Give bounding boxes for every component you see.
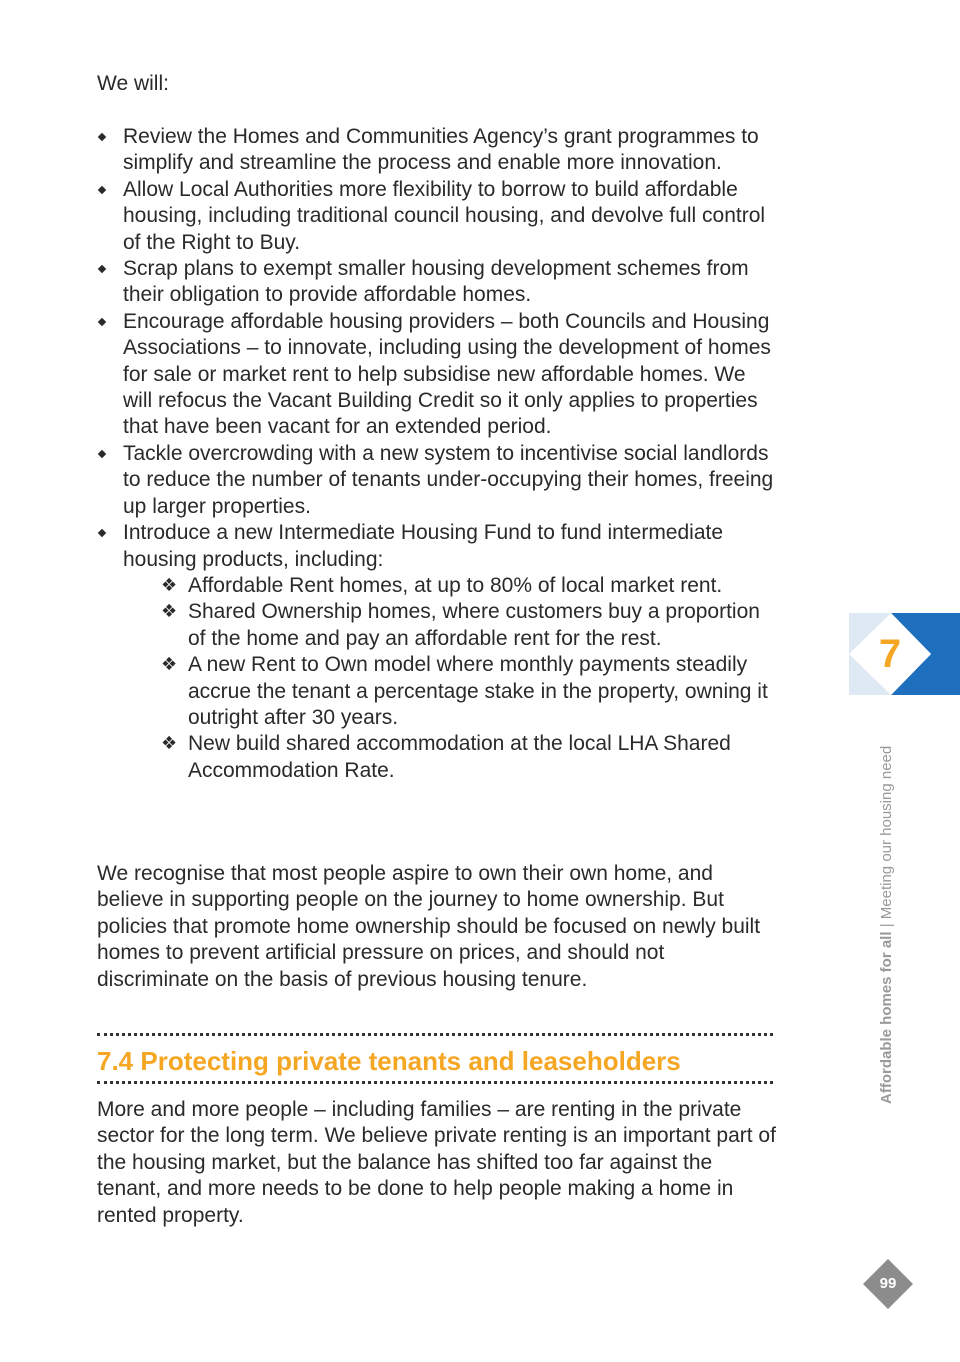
policy-bullet-list: [97, 124, 777, 784]
page-number: 99: [879, 1275, 897, 1292]
list-item: [97, 124, 777, 177]
running-title: [877, 746, 897, 1104]
sub-bullet-text: A new Rent to Own model where monthly payments steadily accrue the tenant a percentage stake in the property, owning it outright after 30 years.: [188, 653, 768, 729]
sub-list-item: [161, 731, 777, 784]
list-item: [97, 177, 777, 256]
bullet-text: Tackle overcrowding with a new system to incentivise social landlords to reduce the number of tenants under-occupying their homes, freeing up larger properties.: [123, 441, 774, 518]
intermediate-housing-sublist: [123, 573, 777, 784]
bullet-text: Scrap plans to exempt smaller housing development schemes from their obligation to provide affordable homes.: [123, 257, 749, 307]
chapter-number: 7: [878, 632, 902, 676]
bullet-text: Encourage affordable housing providers – both Councils and Housing Associations – to innovate, including using the development of homes for sale or market rent to help subsidise new affordable homes. We will refocus the Vacant Building Credit so it only applies to properties that have been vacant for an extended period.: [123, 309, 771, 439]
running-title-separator: |: [878, 923, 895, 928]
sub-list-item: [161, 652, 777, 731]
intro-text: We will:: [97, 72, 169, 95]
private-renting-paragraph: More and more people – including families – are renting in the private sector for the long term. We believe private renting is an important part of the housing market, but the balance has shifted too far against the tenant, and more needs to be done to help people making a home in rented property.: [97, 1098, 776, 1227]
running-title-light: Meeting our housing need: [878, 745, 895, 920]
sub-list-item: [161, 599, 777, 652]
section-divider-top: [97, 1033, 773, 1036]
list-item: [97, 309, 777, 441]
sub-bullet-text: Shared Ownership homes, where customers buy a proportion of the home and pay an affordable rent for the rest.: [188, 600, 760, 650]
bullet-text: Introduce a new Intermediate Housing Fund to fund intermediate housing products, including:: [123, 521, 724, 571]
section-heading: 7.4 Protecting private tenants and leaseholders: [97, 1046, 681, 1076]
running-title-bold: Affordable homes for all: [878, 931, 895, 1104]
list-item: [97, 256, 777, 309]
section-divider-bottom: [97, 1081, 773, 1084]
sub-bullet-text: New build shared accommodation at the local LHA Shared Accommodation Rate.: [188, 732, 731, 782]
list-item: [97, 520, 777, 784]
bullet-text: Allow Local Authorities more flexibility to borrow to build affordable housing, including traditional council housing, and devolve full control of the Right to Buy.: [123, 177, 766, 254]
bullet-text: Review the Homes and Communities Agency’s grant programmes to simplify and streamline the process and enable more innovation.: [123, 125, 759, 175]
sub-list-item: [161, 573, 777, 599]
home-ownership-paragraph: We recognise that most people aspire to own their own home, and believe in supporting people on the journey to home ownership. But policies that promote home ownership should be focused on newly built homes to prevent artificial pressure on prices, and should not discriminate on the basis of previous housing tenure.: [97, 862, 761, 991]
sub-bullet-text: Affordable Rent homes, at up to 80% of local market rent.: [188, 573, 723, 597]
list-item: [97, 441, 777, 520]
